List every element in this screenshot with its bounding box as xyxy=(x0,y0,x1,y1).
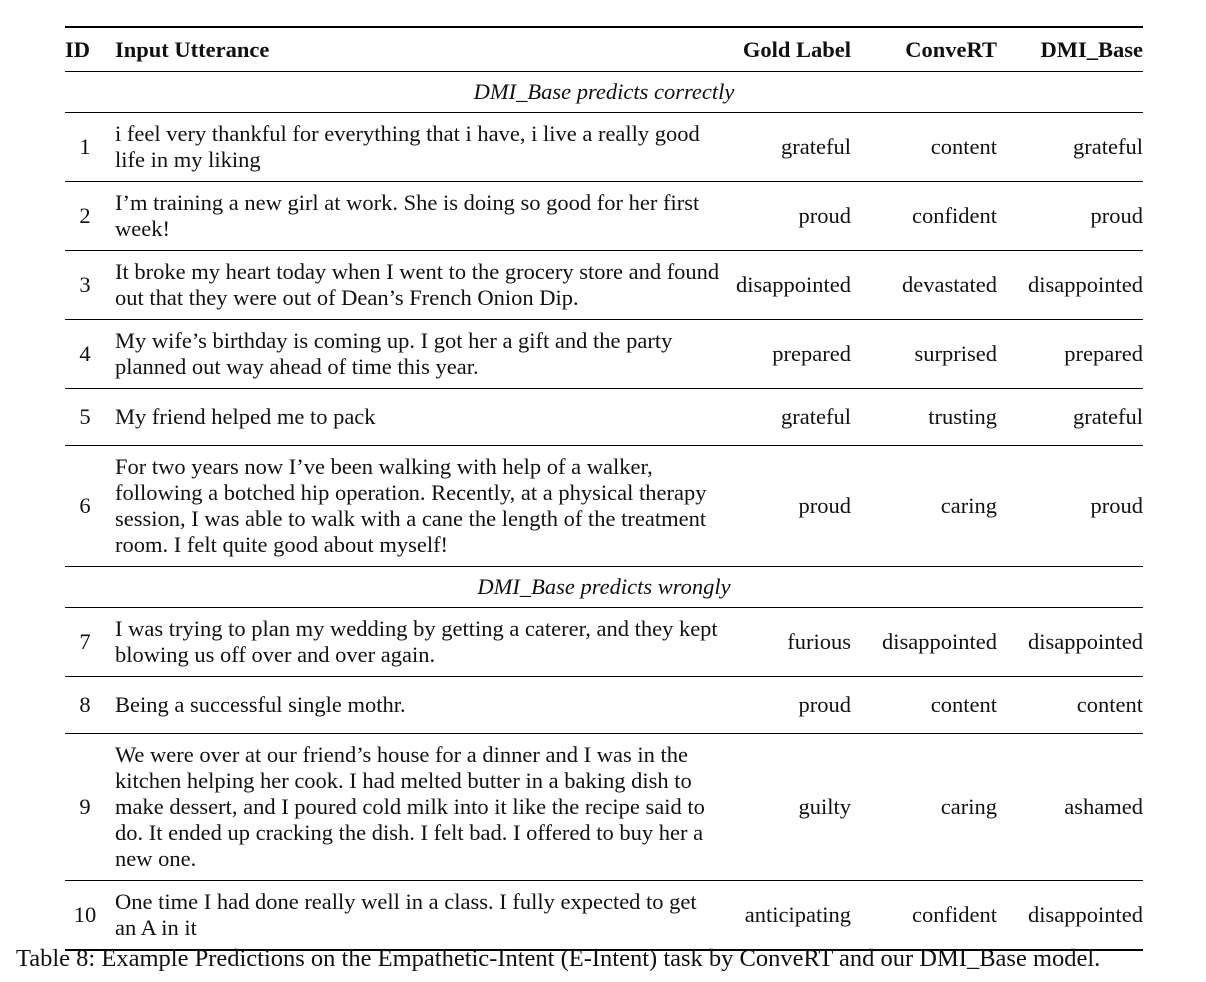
row-convert-label: surprised xyxy=(851,320,997,389)
row-dmi-label: prepared xyxy=(997,320,1143,389)
row-dmi-label: disappointed xyxy=(997,251,1143,320)
row-utterance: For two years now I’ve been walking with help of a walker, following a botched hip operation. Recently, at a physical therapy session, I was able to walk with a cane the length of the treatment room. I felt quite good about myself! xyxy=(105,446,723,567)
table-row xyxy=(65,251,1143,320)
row-gold-label: furious xyxy=(723,608,851,677)
row-gold-label: proud xyxy=(723,677,851,734)
row-convert-label: confident xyxy=(851,182,997,251)
row-utterance: I’m training a new girl at work. She is doing so good for her first week! xyxy=(105,182,723,251)
row-gold-label: proud xyxy=(723,182,851,251)
header-gold-label: Gold Label xyxy=(723,27,851,72)
row-id: 2 xyxy=(65,182,105,251)
row-gold-label: grateful xyxy=(723,389,851,446)
header-id: ID xyxy=(65,27,105,72)
row-utterance: My wife’s birthday is coming up. I got her a gift and the party planned out way ahead of time this year. xyxy=(105,320,723,389)
row-id: 6 xyxy=(65,446,105,567)
row-dmi-label: ashamed xyxy=(997,734,1143,881)
header-row xyxy=(65,27,1143,72)
row-convert-label: caring xyxy=(851,734,997,881)
row-utterance: One time I had done really well in a class. I fully expected to get an A in it xyxy=(105,881,723,951)
row-dmi-label: proud xyxy=(997,182,1143,251)
row-id: 4 xyxy=(65,320,105,389)
row-utterance: It broke my heart today when I went to the grocery store and found out that they were out of Dean’s French Onion Dip. xyxy=(105,251,723,320)
row-convert-label: devastated xyxy=(851,251,997,320)
table-row xyxy=(65,734,1143,881)
row-id: 8 xyxy=(65,677,105,734)
row-convert-label: disappointed xyxy=(851,608,997,677)
row-utterance: i feel very thankful for everything that i have, i live a really good life in my liking xyxy=(105,113,723,182)
table-row xyxy=(65,113,1143,182)
row-gold-label: proud xyxy=(723,446,851,567)
row-dmi-label: disappointed xyxy=(997,608,1143,677)
predictions-table xyxy=(65,26,1143,951)
table-row xyxy=(65,677,1143,734)
row-id: 5 xyxy=(65,389,105,446)
table-row xyxy=(65,320,1143,389)
section-title: DMI_Base predicts wrongly xyxy=(65,567,1143,608)
row-convert-label: caring xyxy=(851,446,997,567)
section-header-wrong xyxy=(65,567,1143,608)
table-caption: Table 8: Example Predictions on the Empathetic-Intent (E-Intent) task by ConveRT and our DMI_Base model. xyxy=(16,945,1101,972)
row-utterance: Being a successful single mothr. xyxy=(105,677,723,734)
row-gold-label: anticipating xyxy=(723,881,851,951)
header-convert: ConveRT xyxy=(851,27,997,72)
table-row xyxy=(65,608,1143,677)
row-id: 1 xyxy=(65,113,105,182)
row-dmi-label: proud xyxy=(997,446,1143,567)
row-id: 7 xyxy=(65,608,105,677)
table-row xyxy=(65,182,1143,251)
row-id: 10 xyxy=(65,881,105,951)
row-utterance: My friend helped me to pack xyxy=(105,389,723,446)
row-id: 9 xyxy=(65,734,105,881)
row-dmi-label: grateful xyxy=(997,113,1143,182)
row-gold-label: guilty xyxy=(723,734,851,881)
row-gold-label: prepared xyxy=(723,320,851,389)
section-title: DMI_Base predicts correctly xyxy=(65,72,1143,113)
table-row xyxy=(65,881,1143,951)
row-id: 3 xyxy=(65,251,105,320)
table-row xyxy=(65,389,1143,446)
row-gold-label: disappointed xyxy=(723,251,851,320)
row-dmi-label: disappointed xyxy=(997,881,1143,951)
header-utterance: Input Utterance xyxy=(105,27,723,72)
row-utterance: I was trying to plan my wedding by getting a caterer, and they kept blowing us off over and over again. xyxy=(105,608,723,677)
row-convert-label: content xyxy=(851,113,997,182)
row-gold-label: grateful xyxy=(723,113,851,182)
table-row xyxy=(65,446,1143,567)
row-convert-label: trusting xyxy=(851,389,997,446)
row-convert-label: content xyxy=(851,677,997,734)
row-utterance: We were over at our friend’s house for a dinner and I was in the kitchen helping her cook. I had melted butter in a baking dish to make dessert, and I poured cold milk into it like the recipe said to do. It ended up cracking the dish. I felt bad. I offered to buy her a new one. xyxy=(105,734,723,881)
row-dmi-label: content xyxy=(997,677,1143,734)
row-dmi-label: grateful xyxy=(997,389,1143,446)
header-dmi-base: DMI_Base xyxy=(997,27,1143,72)
section-header-correct xyxy=(65,72,1143,113)
row-convert-label: confident xyxy=(851,881,997,951)
